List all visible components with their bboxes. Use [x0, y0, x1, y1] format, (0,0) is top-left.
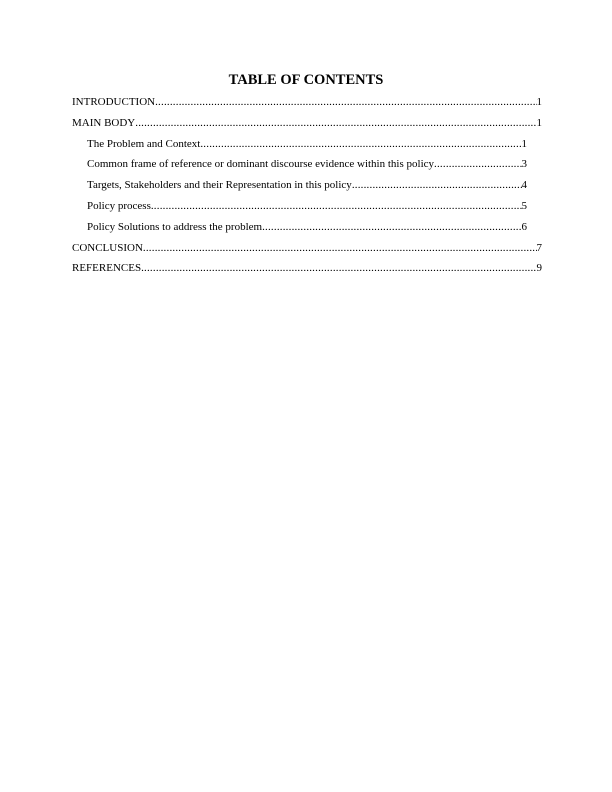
toc-dot-leader	[155, 95, 536, 109]
toc-dot-leader	[352, 178, 522, 192]
toc-entry-policy-solutions[interactable]	[72, 220, 527, 241]
toc-dot-leader	[151, 199, 522, 213]
toc-entry-introduction[interactable]	[72, 95, 542, 116]
toc-entry-common-frame[interactable]	[72, 157, 527, 178]
toc-page-number: 1	[536, 96, 542, 108]
toc-entry-label: Targets, Stakeholders and their Representation in this policy	[87, 179, 352, 192]
toc-dot-leader	[143, 241, 537, 255]
toc-heading: TABLE OF CONTENTS	[228, 72, 384, 88]
toc-entry-targets-stakeholders[interactable]	[72, 178, 527, 199]
toc-entry-label: Policy process	[87, 199, 151, 212]
toc-dot-leader	[262, 220, 521, 234]
toc-list	[72, 95, 542, 282]
toc-page-number: 7	[536, 241, 542, 254]
toc-entry-label: REFERENCES	[72, 262, 142, 275]
toc-entry-conclusion[interactable]	[72, 241, 542, 262]
toc-dot-leader	[141, 261, 536, 275]
toc-entry-label: Common frame of reference or dominant discourse evidence within this policy	[87, 158, 435, 171]
toc-entry-label: INTRODUCTION	[72, 96, 156, 108]
toc-entry-problem-context[interactable]	[72, 137, 527, 158]
toc-page-number: 3	[521, 158, 527, 171]
toc-dot-leader	[135, 116, 536, 130]
toc-dot-leader	[434, 157, 521, 171]
toc-entry-label: Policy Solutions to address the problem	[87, 220, 263, 233]
toc-entry-label: CONCLUSION	[72, 241, 143, 254]
toc-entry-label: The Problem and Context	[87, 137, 201, 150]
toc-page-number: 6	[521, 220, 527, 233]
toc-entry-references[interactable]	[72, 261, 542, 282]
toc-page-number: 5	[521, 199, 527, 212]
toc-page-number: 1	[521, 137, 527, 150]
toc-entry-main-body[interactable]	[72, 116, 542, 137]
toc-page-number: 9	[536, 262, 542, 275]
toc-entry-label: MAIN BODY	[72, 116, 136, 129]
toc-dot-leader	[200, 137, 521, 151]
toc-page-number: 1	[536, 116, 542, 129]
toc-entry-policy-process[interactable]	[72, 199, 527, 220]
toc-page-number: 4	[521, 179, 527, 192]
